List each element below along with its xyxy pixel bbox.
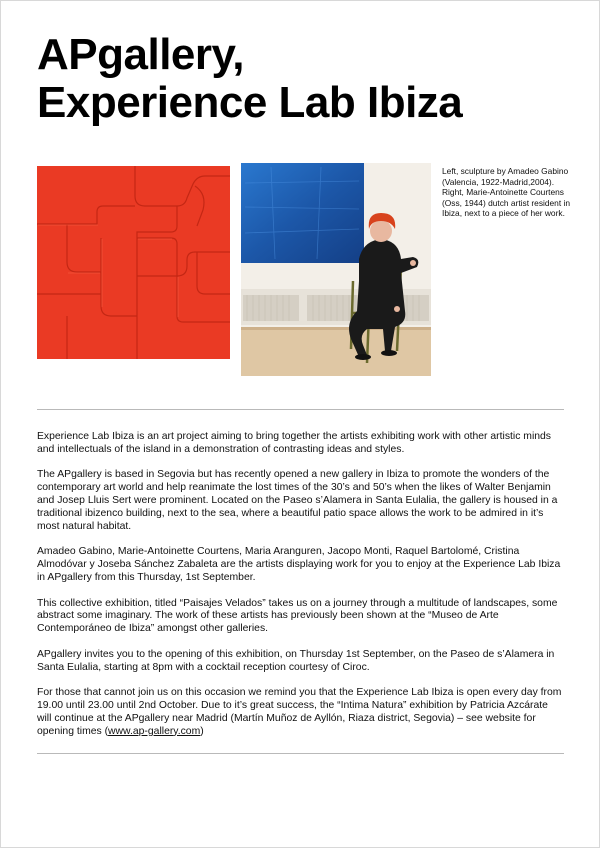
paragraph: Experience Lab Ibiza is an art project aiming to bring together the artists exhibiting work with other artistic minds and intellectuals of the island in a demonstration of contrasting ideas and styles.: [37, 431, 552, 455]
closing-text: For those that cannot join us on this occasion we remind you that the Experience Lab Ibiza is open every day from 19.00 until 23.00 until 2nd October. Due to it’s great success, the “Intima Natura” exhibition by Patricia Azcárate will continue at the APgallery near Madrid (Martín Muñoz de Ayllón, Riaza district, Segovia) – see website for opening times (: [37, 687, 562, 737]
sculpture-relief-graphic: [37, 166, 230, 359]
artist-photo: [241, 163, 431, 376]
paragraph: Amadeo Gabino, Marie-Antoinette Courtens, Maria Aranguren, Jacopo Monti, Raquel Bartolomé, Cristina Almodóvar y Joseba Sánchez Zabaleta are the artists displaying work for you to enjoy at the Experience Lab Ibiza in APgallery from this Thursday, 1st September.: [37, 546, 561, 584]
divider-top: [37, 409, 564, 410]
photo-caption: Left, sculpture by Amadeo Gabino (Valencia, 1922-Madrid,2004). Right, Marie-Antoinette Courtens (Oss, 1944) dutch artist resident in Ibiza, next to a piece of her work.: [442, 166, 571, 219]
title-line-1: APgallery,: [37, 30, 244, 79]
title-line-2: Experience Lab Ibiza: [37, 78, 463, 127]
paragraph-closing: [37, 687, 564, 739]
paragraph: The APgallery is based in Segovia but has recently opened a new gallery in Ibiza to promote the wonders of the contemporary art world and help reanimate the lost times of the 30’s and 50’s when the likes of Walter Benjamin and Josep Lluis Sert were prominent. Located on the Paseo s’Alamera in Santa Eulalia, the gallery is housed in a traditional ibizenco building, next to the sea, where a beautiful patio space allows the work to be admired in it’s most natural habitat.: [37, 469, 558, 532]
sculpture-image: [37, 166, 230, 359]
artist-photo-graphic: [241, 163, 431, 376]
closing-paren: ): [200, 725, 204, 737]
paragraph: This collective exhibition, titled “Paisajes Velados” takes us on a journey through a multitude of landscapes, some abstract some imaginary. The work of these artists has previously been shown at the “Museo de Arte Contemporáneo de Ibiza” amongst other galleries.: [37, 597, 558, 635]
page-title: [37, 31, 462, 127]
article-body: [37, 431, 564, 751]
paragraph: APgallery invites you to the opening of this exhibition, on Thursday 1st September, on the Paseo de s’Alamera in Santa Eulalia, starting at 8pm with a cocktail reception courtesy of Ciroc.: [37, 648, 555, 673]
website-link[interactable]: www.ap-gallery.com: [108, 725, 201, 737]
divider-bottom: [37, 753, 564, 754]
